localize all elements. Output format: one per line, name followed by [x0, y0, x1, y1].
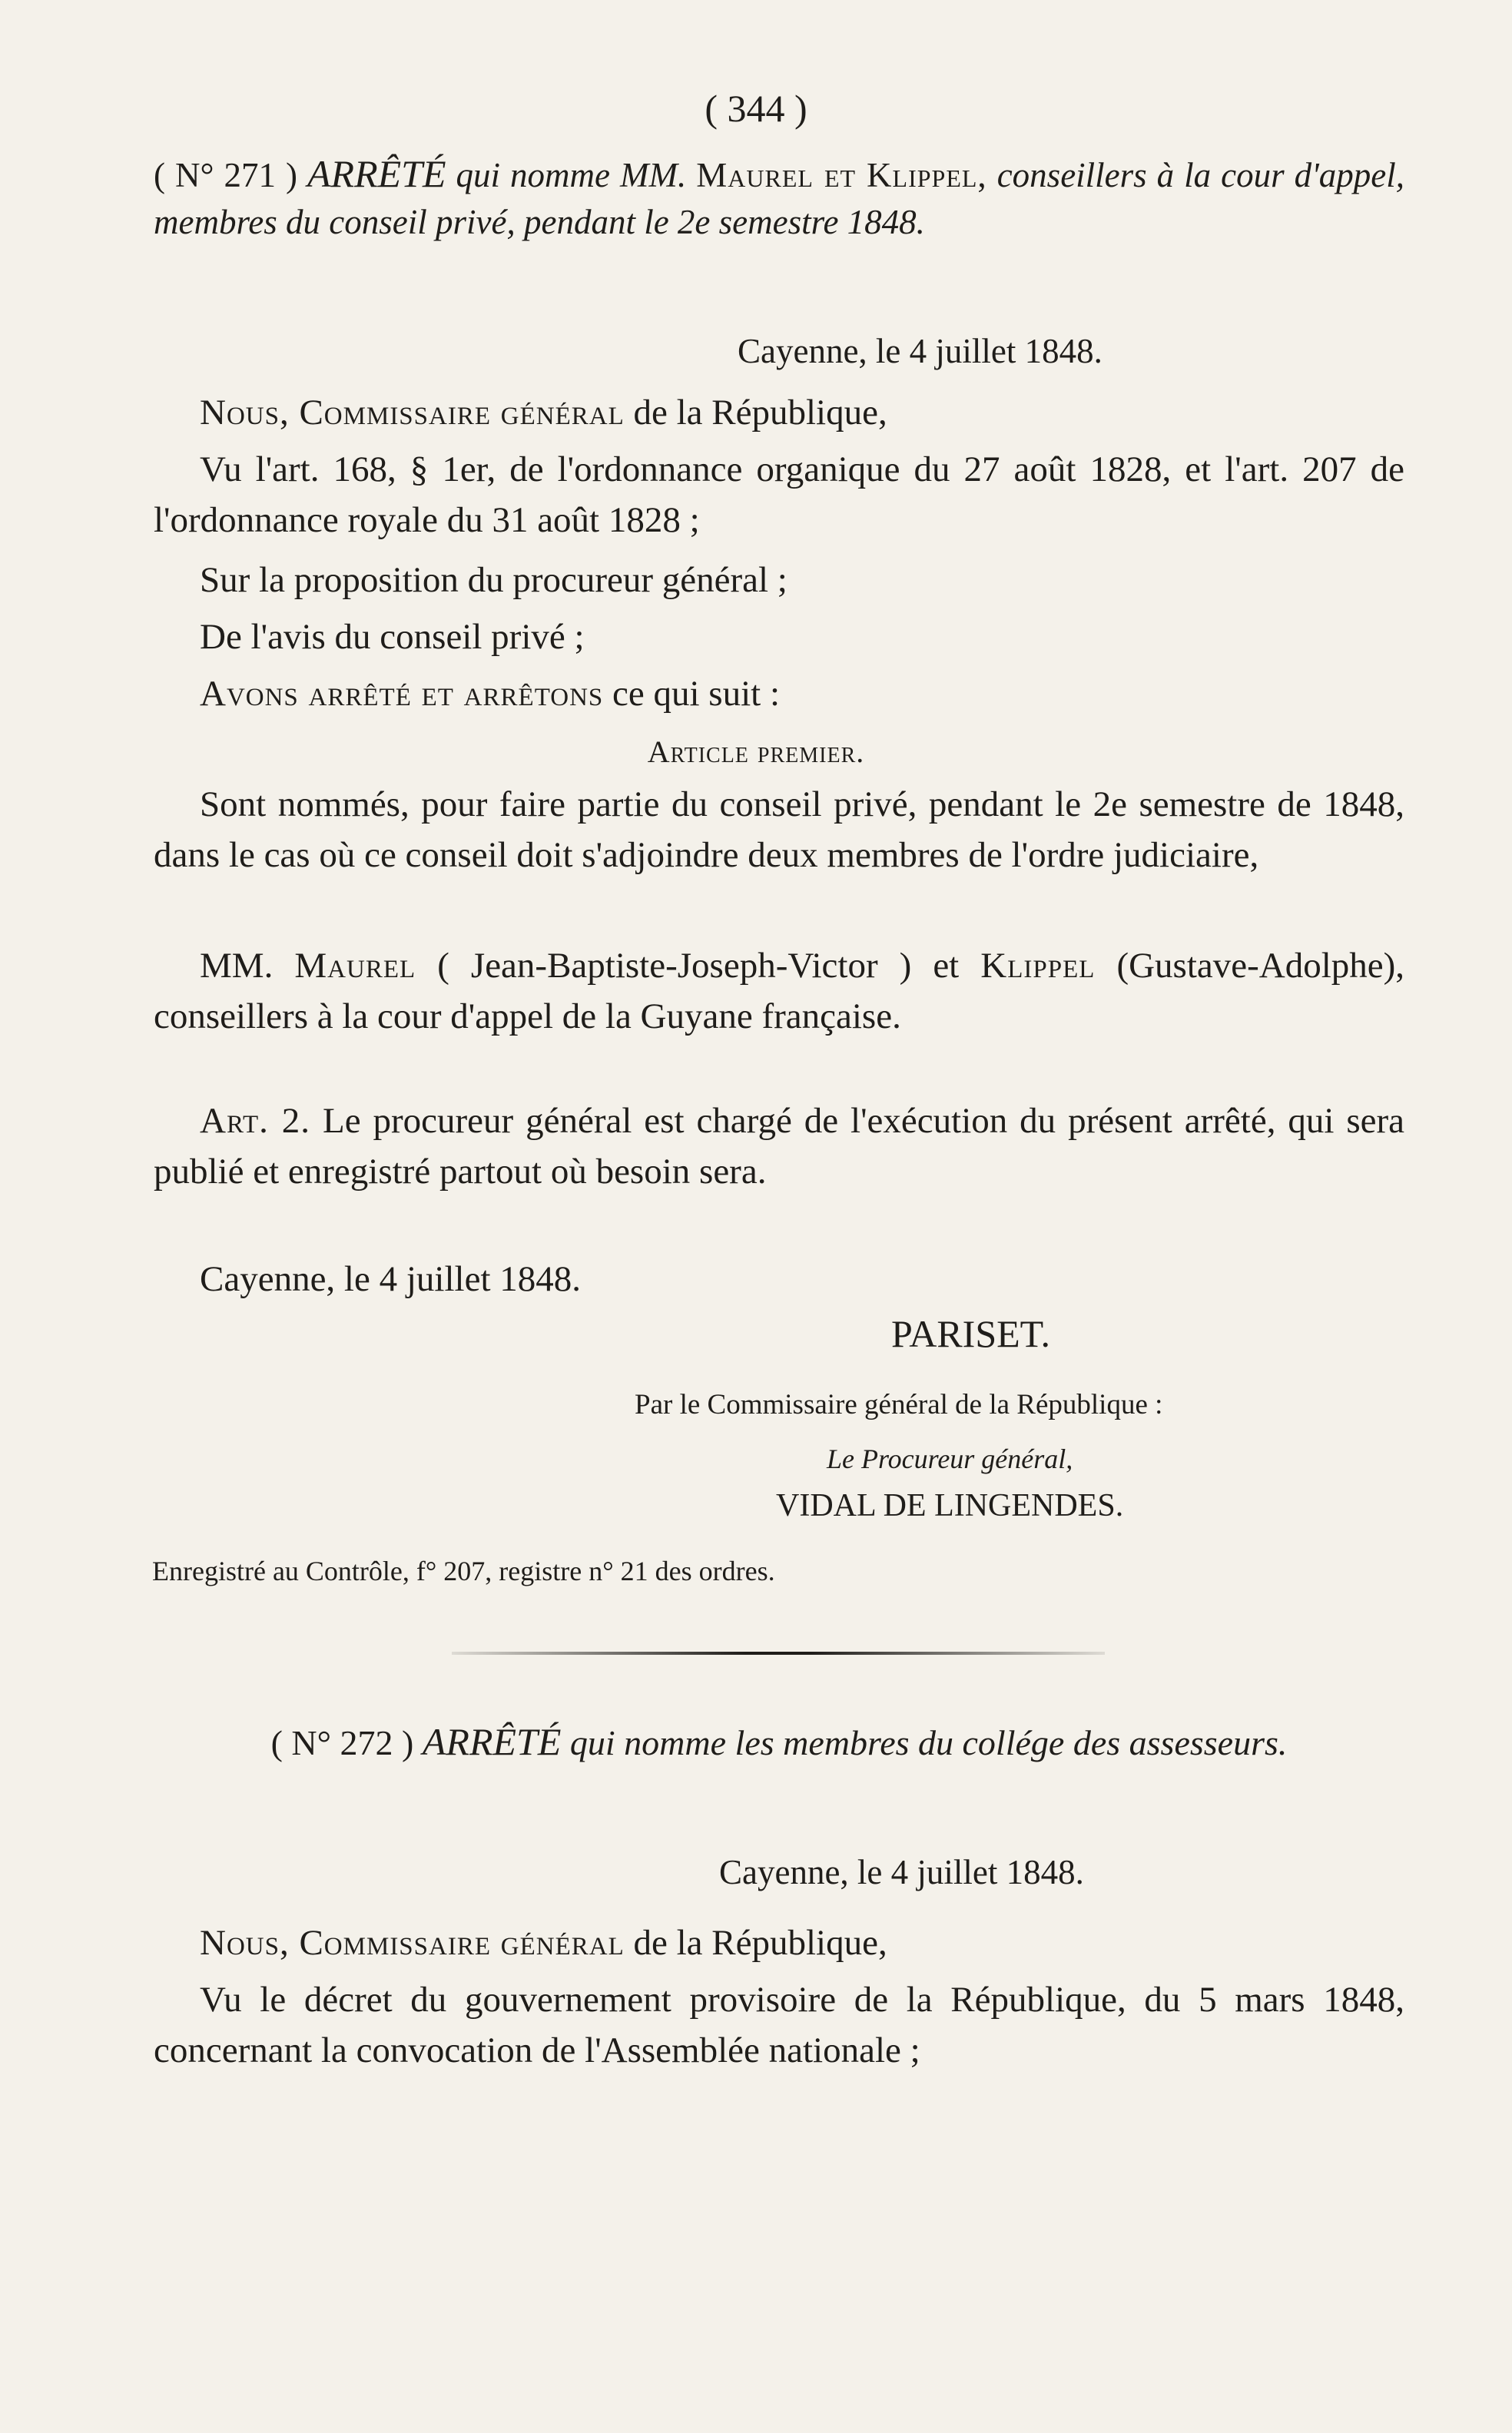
decree-title-rest: conseillers à la cour d'appel, membres du conseil privé, pendant le 2e semestre 1848.	[154, 156, 1405, 241]
decree-title-pre: qui nomme MM.	[456, 156, 687, 194]
decree-names: Maurel et Klippel,	[696, 156, 987, 194]
intro-line	[200, 1918, 887, 1968]
closing-place-date: Cayenne, le 4 juillet 1848.	[200, 1259, 582, 1299]
decree-title-word: ARRÊTÉ	[307, 152, 446, 195]
nominees	[154, 940, 1404, 1042]
official-name: VIDAL DE LINGENDES.	[776, 1488, 1124, 1523]
decision-rest: ce qui suit :	[612, 674, 781, 714]
consideration-2: Sur la proposition du procureur général ;	[200, 560, 788, 600]
intro-line	[200, 387, 887, 438]
decree-number: ( N° 271 )	[154, 156, 297, 194]
signature: PARISET.	[891, 1312, 1051, 1355]
decree-title-word: ARRÊTÉ	[422, 1720, 562, 1763]
decree-title-rest: qui nomme les membres du collége des assesseurs.	[569, 1723, 1288, 1762]
article-2	[154, 1096, 1404, 1197]
page-number: ( 344 )	[705, 87, 807, 130]
place-date: Cayenne, le 4 juillet 1848.	[738, 332, 1102, 370]
decree-272-heading	[154, 1718, 1404, 1767]
nominees-mm: MM.	[200, 946, 274, 986]
decision-line	[200, 668, 780, 719]
decree-271-heading	[154, 151, 1404, 246]
consideration-3: De l'avis du conseil privé ;	[200, 617, 585, 657]
article-title: Article premier.	[647, 734, 865, 769]
intro-nous: Nous, Commissaire général	[200, 393, 625, 433]
decree-number: ( N° 272 )	[270, 1723, 414, 1762]
intro-nous: Nous, Commissaire général	[200, 1923, 625, 1963]
official-title: Le Procureur général,	[827, 1444, 1073, 1474]
nominees-rest: (Gustave-Adolphe), conseillers à la cour d'appel de la Guyane française.	[154, 946, 1405, 1036]
by-order: Par le Commissaire général de la République :	[635, 1389, 1163, 1420]
consideration-1: Vu le décret du gouvernement provisoire de la République, du 5 mars 1848, concernant la convocation de l'Assemblée nationale ;	[154, 1980, 1404, 2070]
consideration-1: Vu l'art. 168, § 1er, de l'ordonnance organique du 27 août 1828, et l'art. 207 de l'ordonnance royale du 31 août 1828 ;	[154, 449, 1404, 540]
nominee-second: Klippel	[980, 946, 1096, 986]
intro-rest: de la République,	[633, 393, 887, 433]
article-1-text: Sont nommés, pour faire partie du conseil privé, pendant le 2e semestre de 1848, dans le cas où ce conseil doit s'adjoindre deux membres de l'ordre judiciaire,	[154, 784, 1404, 875]
article-2-text: Le procureur général est chargé de l'exécution du présent arrêté, qui sera publié et enregistré partout où besoin sera.	[154, 1101, 1405, 1192]
nominee-first: Maurel	[294, 946, 416, 986]
section-divider	[452, 1652, 1105, 1655]
nominee-first-names: ( Jean-Baptiste-Joseph-Victor ) et	[437, 946, 960, 986]
decision-avons: Avons arrêté et arrêtons	[200, 674, 604, 714]
registration: Enregistré au Contrôle, f° 207, registre n° 21 des ordres.	[152, 1556, 775, 1586]
place-date: Cayenne, le 4 juillet 1848.	[719, 1853, 1084, 1891]
article-2-label: Art. 2.	[200, 1101, 311, 1141]
intro-rest: de la République,	[633, 1923, 887, 1963]
